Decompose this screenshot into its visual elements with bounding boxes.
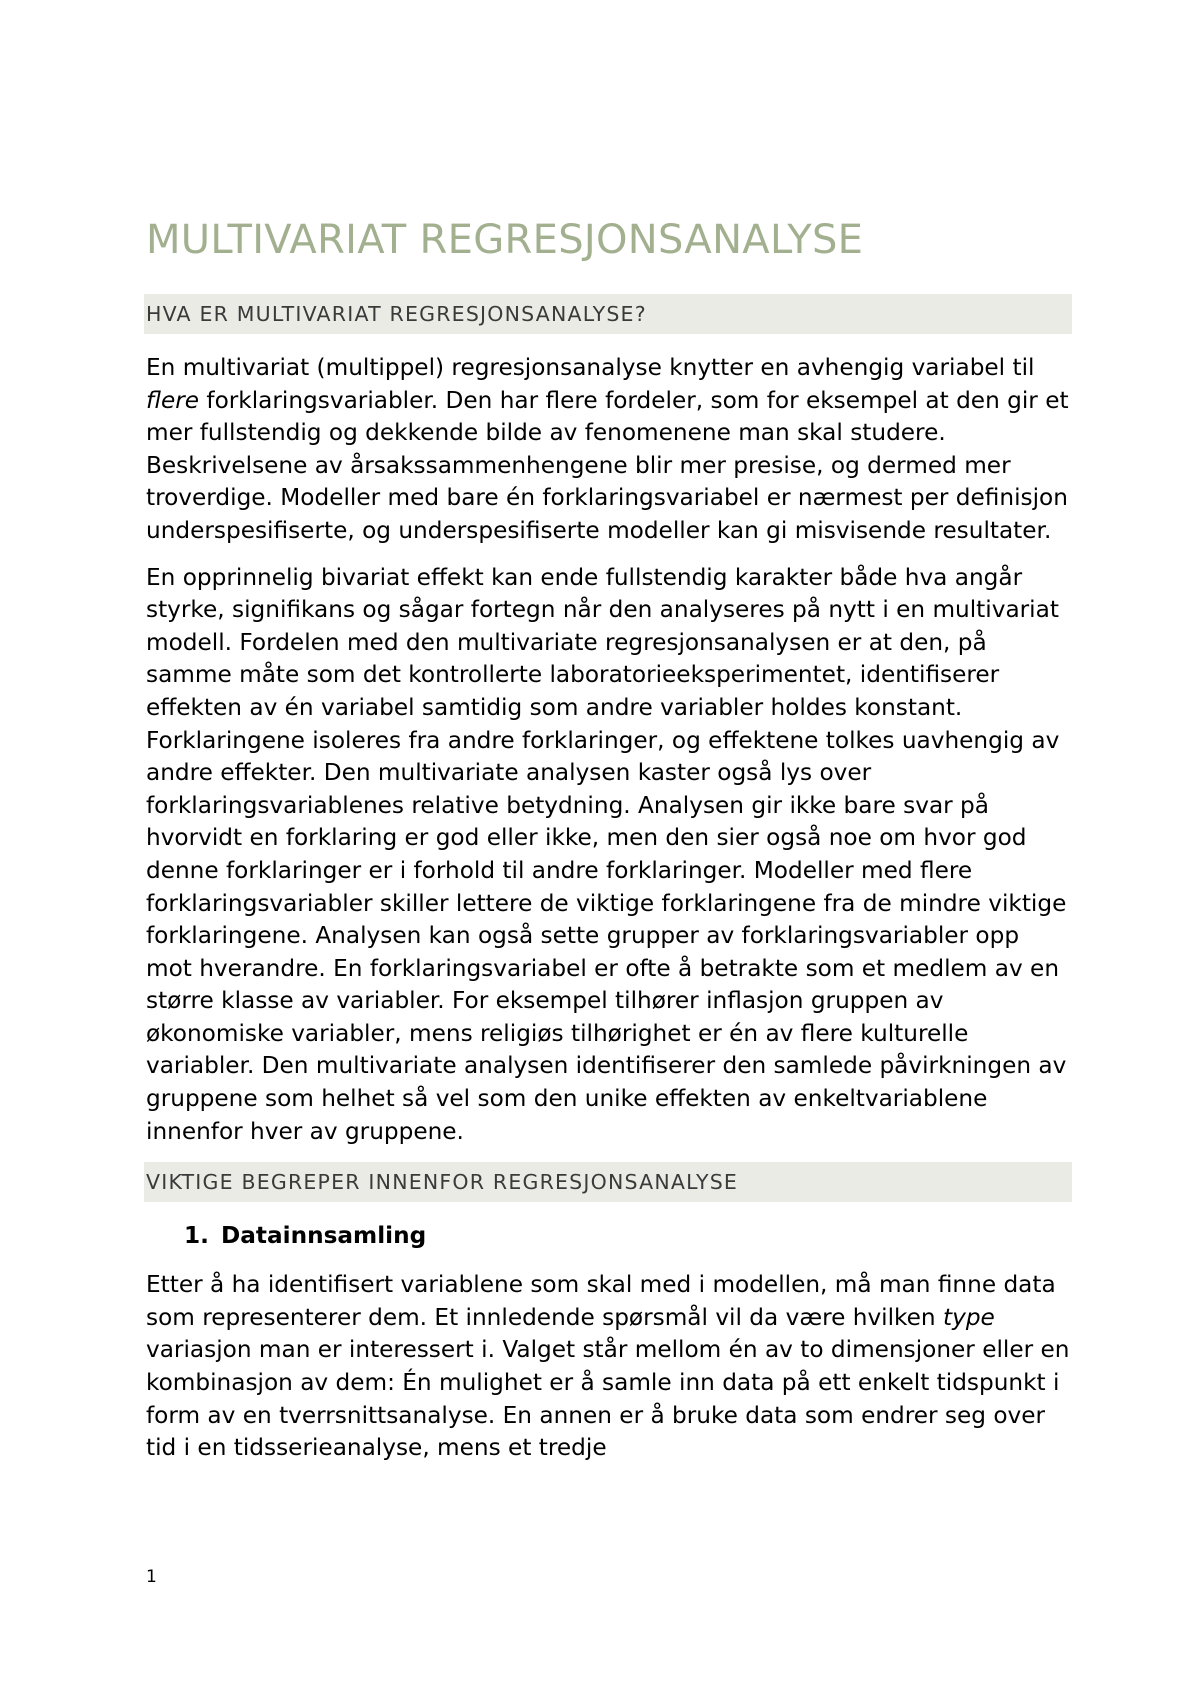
document-title: MULTIVARIAT REGRESJONSANALYSE <box>146 217 864 263</box>
paragraph-data-collection <box>146 1269 1072 1465</box>
paragraph-intro-text-start: En multivariat (multippel) regresjonsanalyse knytter en avhengig variabel til <box>146 354 1035 381</box>
list-number: 1. <box>184 1222 209 1250</box>
paragraph-intro-text-end: forklaringsvariabler. Den har flere fordeler, som for eksempel at den gir et mer fullstendig og dekkende bilde av fenomenene man skal studere. Beskrivelsene av årsakssammenhengene blir mer presise, og dermed mer troverdige. Modeller med bare én forklaringsvariabel er nærmest per definisjon underspesifiserte, og underspesifiserte modeller kan gi misvisende resultater. <box>146 386 1069 544</box>
emphasis-flere: flere <box>146 386 200 414</box>
emphasis-type: type <box>943 1303 995 1331</box>
section-heading-what-is: HVA ER MULTIVARIAT REGRESJONSANALYSE? <box>144 294 1072 334</box>
paragraph-data-text-start: Etter å ha identifisert variablene som skal med i modellen, må man finne data som representerer dem. Et innledende spørsmål vil da være hvilken <box>146 1271 1056 1331</box>
paragraph-advantages: En opprinnelig bivariat effekt kan ende fullstendig karakter både hva angår styrke, signifikans og sågar fortegn når den analyseres på nytt i en multivariat modell. Fordelen med den multivariate regresjonsanalysen er at den, på samme måte som det kontrollerte laboratorieeksperimentet, identifiserer effekten av én variabel samtidig som andre variabler holdes konstant. Forklaringene isoleres fra andre forklaringer, og effektene tolkes uavhengig av andre effekter. Den multivariate analysen kaster også lys over forklaringsvariablenes relative betydning. Analysen gir ikke bare svar på hvorvidt en forklaring er god eller ikke, men den sier også noe om hvor god denne forklaringer er i forhold til andre forklaringer. Modeller med flere forklaringsvariabler skiller lettere de viktige forklaringene fra de mindre viktige forklaringene. Analysen kan også sette grupper av forklaringsvariabler opp mot hverandre. En forklaringsvariabel er ofte å betrakte som et medlem av en større klasse av variabler. For eksempel tilhører inflasjon gruppen av økonomiske variabler, mens religiøs tilhørighet er én av flere kulturelle variabler. Den multivariate analysen identifiserer den samlede påvirkningen av gruppene som helhet så vel som den unike effekten av enkeltvariablene innenfor hver av gruppene. <box>146 563 1067 1145</box>
paragraph-intro <box>146 352 1072 548</box>
page-number: 1 <box>146 1567 157 1587</box>
numbered-heading-datainnsamling <box>184 1220 1072 1252</box>
page-content <box>146 214 1072 1479</box>
paragraph-data-text-end: variasjon man er interessert i. Valget står mellom én av to dimensjoner eller en kombinasjon av dem: Én mulighet er å samle inn data på ett enkelt tidspunkt i form av en tverrsnittsanalyse. En annen er å bruke data som endrer seg over tid i en tidsserieanalyse, mens et tredje <box>146 1336 1070 1462</box>
numbered-heading-label: Datainnsamling <box>221 1222 427 1250</box>
section-heading-concepts: VIKTIGE BEGREPER INNENFOR REGRESJONSANALYSE <box>144 1162 1072 1202</box>
